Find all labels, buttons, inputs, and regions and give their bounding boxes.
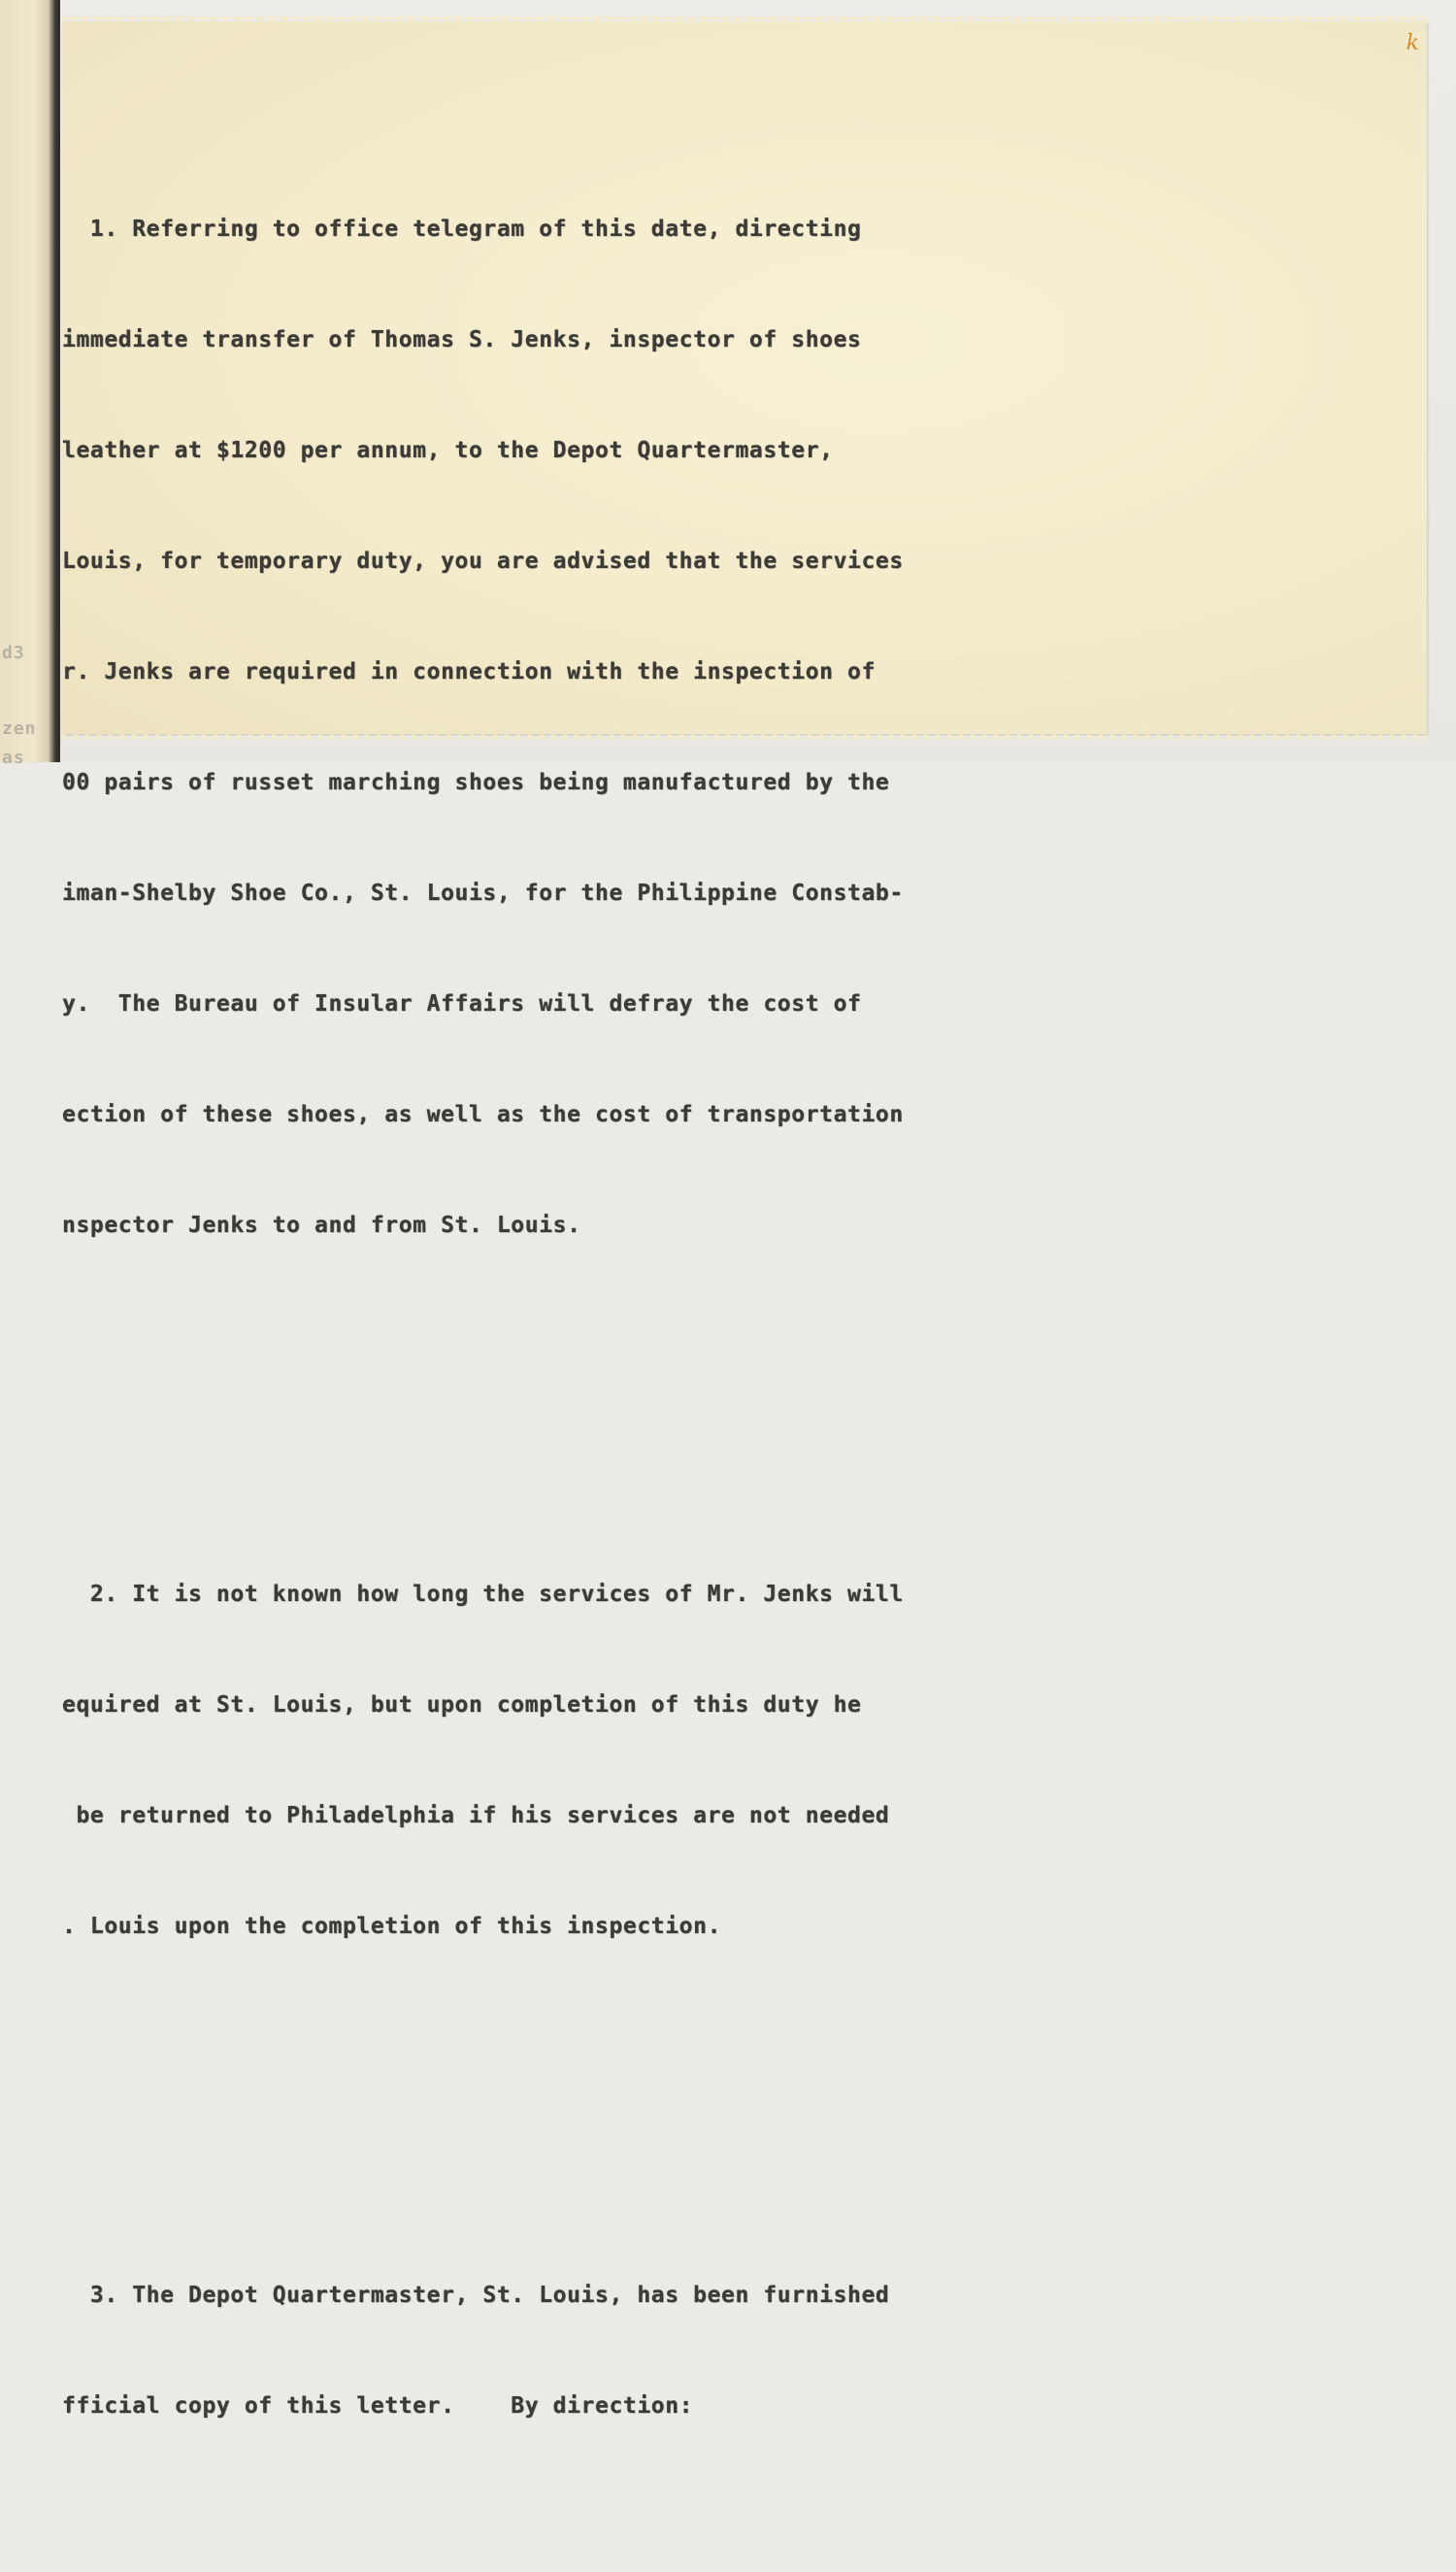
text-line: . Louis upon the completion of this inspection. [62, 1914, 722, 1939]
spine-fragment: d3 [2, 643, 25, 663]
text-line: be returned to Philadelphia if his services are not needed [62, 1803, 890, 1828]
paragraph-gap [62, 2092, 904, 2129]
text-line: y. The Bureau of Insular Affairs will defray the cost of [62, 991, 862, 1017]
text-line: ection of these shoes, as well as the cost of transportation [62, 1102, 904, 1127]
text-line: leather at $1200 per annum, to the Depot Quartermaster, [62, 438, 834, 463]
text-line: Louis, for temporary duty, you are advised that the services [62, 549, 904, 574]
text-line: 3. The Depot Quartermaster, St. Louis, has been furnished [62, 2283, 890, 2308]
spine-fragment: as [2, 748, 25, 768]
binding-edge [0, 0, 60, 768]
paragraph-1 [62, 137, 904, 1318]
text-line: 2. It is not known how long the services of Mr. Jenks will [62, 1582, 904, 1607]
text-line: 00 pairs of russet marching shoes being manufactured by the [62, 770, 890, 795]
text-line: equired at St. Louis, but upon completion of this duty he [62, 1692, 862, 1718]
text-line: r. Jenks are required in connection with the inspection of [62, 659, 876, 685]
typed-letter-page [62, 21, 1427, 2419]
text-line: immediate transfer of Thomas S. Jenks, inspector of shoes [62, 327, 862, 352]
paragraph-gap [62, 1391, 904, 1428]
letter-body [62, 63, 904, 2572]
spine-fragment: zen [2, 718, 37, 739]
paragraph-2 [62, 1502, 904, 2019]
text-line: fficial copy of this letter. By direction: [62, 2393, 694, 2419]
paragraph-3 [62, 2203, 904, 2498]
page-mark: k [1406, 31, 1419, 55]
text-line: nspector Jenks to and from St. Louis. [62, 1213, 581, 1238]
text-line: 1. Referring to office telegram of this date, directing [62, 217, 862, 242]
text-line: iman-Shelby Shoe Co., St. Louis, for the Philippine Constab- [62, 881, 904, 906]
